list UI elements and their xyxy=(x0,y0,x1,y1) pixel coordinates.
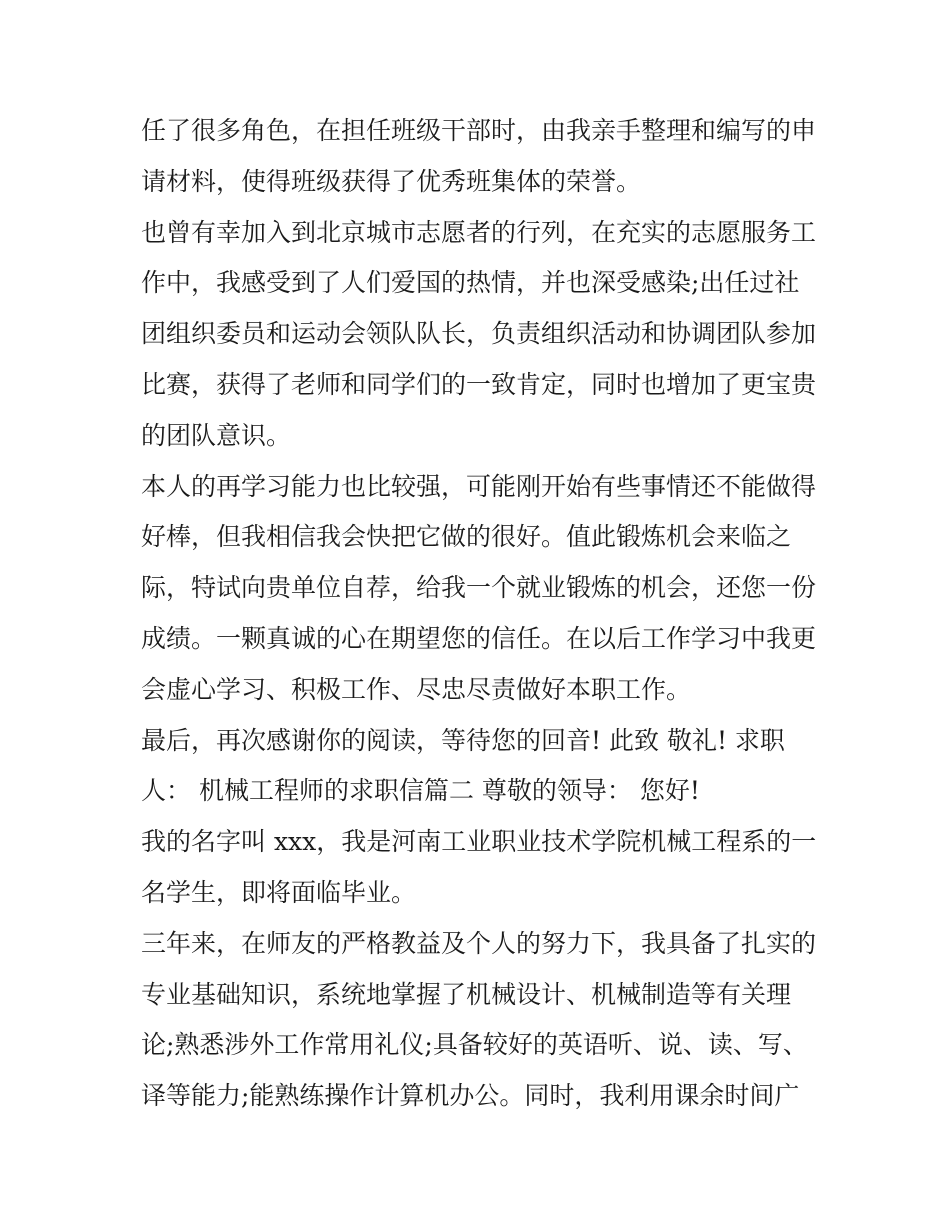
text-line: 三年来，在师友的严格教益及个人的努力下，我具备了扎实的 xyxy=(141,928,817,958)
text-line: 人： 机械工程师的求职信篇二 尊敬的领导： 您好! xyxy=(141,776,700,806)
text-line: 比赛，获得了老师和同学们的一致肯定，同时也增加了更宝贵 xyxy=(141,369,817,399)
text-line: 也曾有幸加入到北京城市志愿者的行列，在充实的志愿服务工 xyxy=(141,217,817,247)
text-line: 论;熟悉涉外工作常用礼仪;具备较好的英语听、说、读、写、 xyxy=(141,1030,808,1060)
text-line: 好棒，但我相信我会快把它做的很好。值此锻炼机会来临之 xyxy=(141,522,792,552)
letter-body xyxy=(141,106,821,1122)
text-line: 会虚心学习、积极工作、尽忠尽责做好本职工作。 xyxy=(141,674,692,704)
text-line: 的团队意识。 xyxy=(141,420,292,450)
text-line: 最后，再次感谢你的阅读，等待您的回音! 此致 敬礼! 求职 xyxy=(141,725,785,755)
text-line: 本人的再学习能力也比较强，可能刚开始有些事情还不能做得 xyxy=(141,471,817,501)
text-line: 请材料，使得班级获得了优秀班集体的荣誉。 xyxy=(141,166,642,196)
text-line: 译等能力;能熟练操作计算机办公。同时，我利用课余时间广 xyxy=(141,1081,800,1111)
text-line: 名学生，即将面临毕业。 xyxy=(141,877,417,907)
text-line: 作中，我感受到了人们爱国的热情，并也深受感染;出任过社 xyxy=(141,268,800,298)
text-line: 际，特试向贵单位自荐，给我一个就业锻炼的机会，还您一份 xyxy=(141,573,817,603)
text-line: 专业基础知识，系统地掌握了机械设计、机械制造等有关理 xyxy=(141,979,792,1009)
text-line: 我的名字叫 xxx，我是河南工业职业技术学院机械工程系的一 xyxy=(141,827,817,857)
text-line: 任了很多角色，在担任班级干部时，由我亲手整理和编写的申 xyxy=(141,116,817,145)
text-line: 团组织委员和运动会领队队长，负责组织活动和协调团队参加 xyxy=(141,319,817,349)
text-line: 成绩。一颗真诚的心在期望您的信任。在以后工作学习中我更 xyxy=(141,623,817,653)
